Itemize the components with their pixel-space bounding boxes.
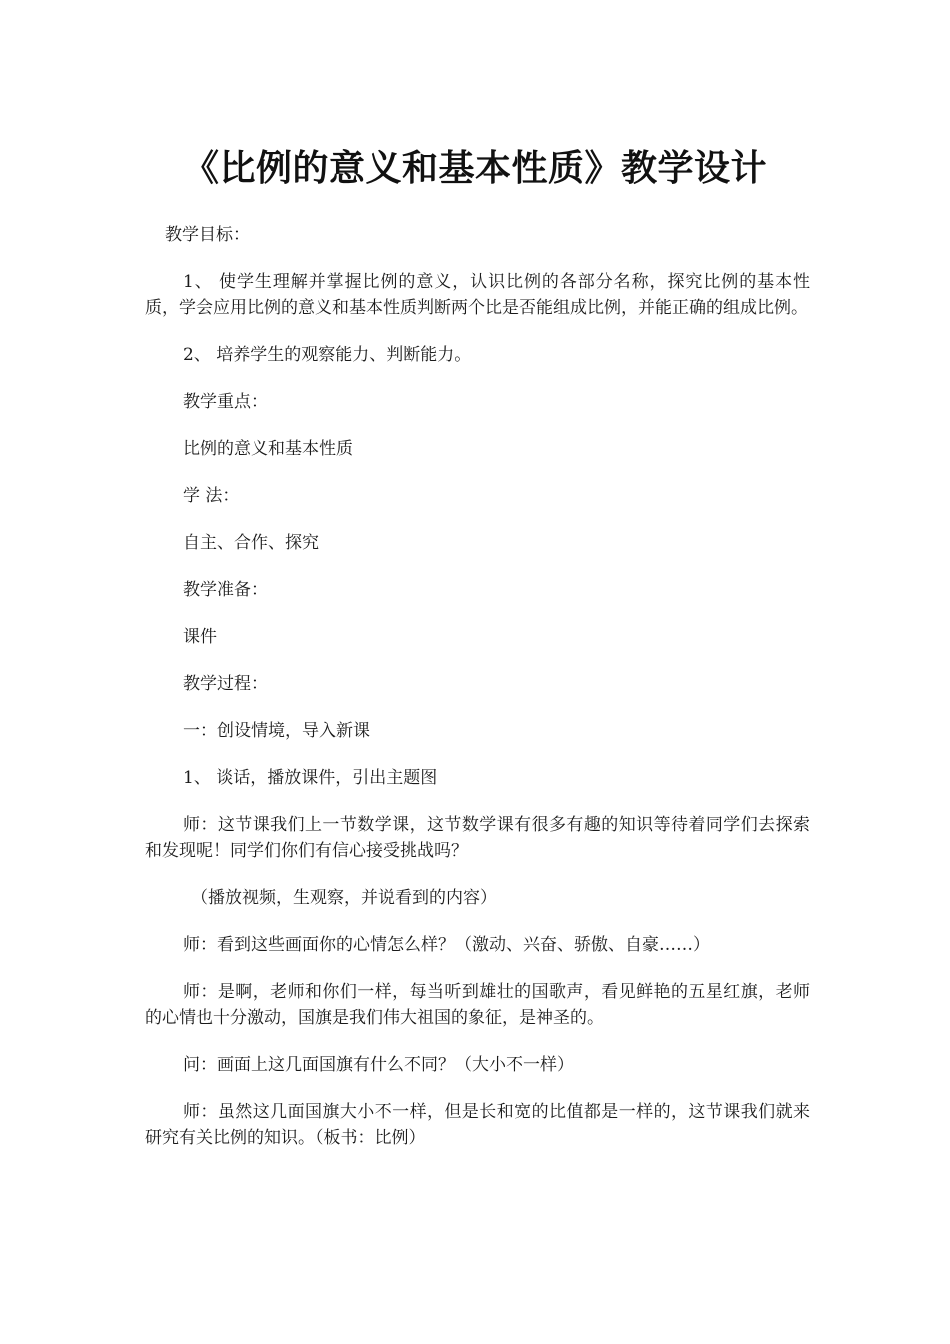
paragraph-preparation-heading: 教学准备： <box>183 580 268 600</box>
paragraph-question: 问：画面上这几面国旗有什么不同？（大小不一样） <box>183 1055 574 1075</box>
paragraph-step-1: 1、 谈话，播放课件，引出主题图 <box>183 768 438 788</box>
paragraph-video-note: （播放视频，生观察，并说看到的内容） <box>191 888 497 908</box>
paragraph-goal-2: 2、 培养学生的观察能力、判断能力。 <box>183 345 472 365</box>
paragraph-method-heading: 学 法： <box>183 486 240 506</box>
document-body <box>145 222 810 1172</box>
paragraph-teacher-1: 师：这节课我们上一节数学课，这节数学课有很多有趣的知识等待着同学们去探索和发现呢！同学们你们有信心接受挑战吗？ <box>145 815 810 861</box>
paragraph-key-points-heading: 教学重点： <box>183 392 268 412</box>
paragraph-preparation: 课件 <box>183 627 217 647</box>
paragraph-process-heading: 教学过程： <box>183 674 268 694</box>
document-title: 《比例的意义和基本性质》教学设计 <box>182 148 767 189</box>
paragraph-key-points: 比例的意义和基本性质 <box>183 439 353 459</box>
paragraph-teacher-4: 师：虽然这几面国旗大小不一样，但是长和宽的比值都是一样的，这节课我们就来研究有关比例的知识。（板书：比例） <box>145 1102 810 1148</box>
paragraph-teacher-2: 师：看到这些画面你的心情怎么样？（激动、兴奋、骄傲、自豪……） <box>183 935 710 955</box>
paragraph-section-1: 一：创设情境，导入新课 <box>183 721 370 741</box>
paragraph-goal-1: 1、 使学生理解并掌握比例的意义，认识比例的各部分名称，探究比例的基本性质，学会应用比例的意义和基本性质判断两个比是否能组成比例，并能正确的组成比例。 <box>145 272 810 318</box>
paragraph-teaching-goals-heading: 教学目标： <box>165 225 250 245</box>
paragraph-teacher-3: 师：是啊，老师和你们一样，每当听到雄壮的国歌声，看见鲜艳的五星红旗，老师的心情也十分激动，国旗是我们伟大祖国的象征，是神圣的。 <box>145 982 810 1028</box>
paragraph-method: 自主、合作、探究 <box>183 533 319 553</box>
